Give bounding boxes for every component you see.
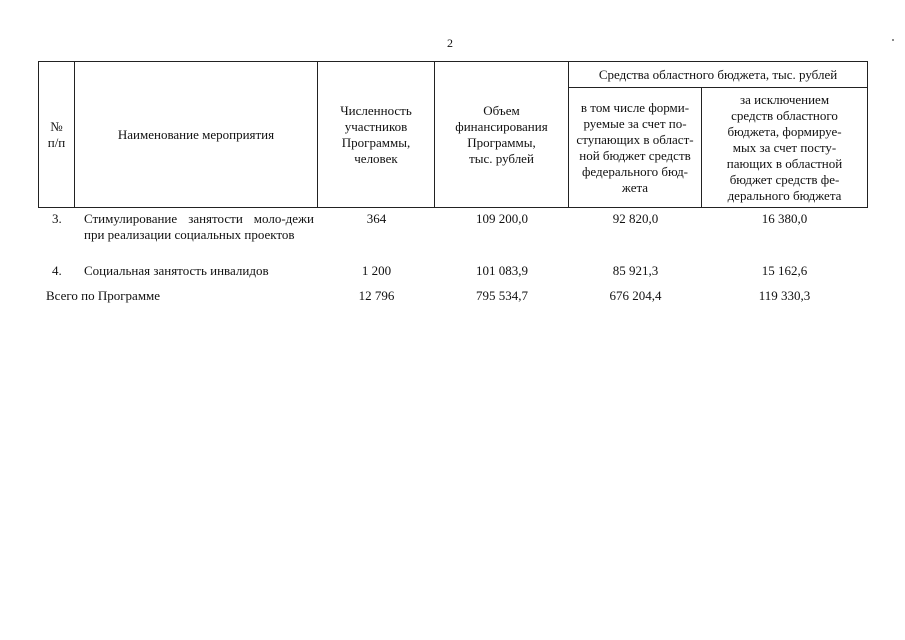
header-including-federal: в том числе форми- руемые за счет по- ступающих в област- ной бюджет средств федерального бюд- жета	[569, 88, 702, 208]
header-excluding-federal: за исключением средств областного бюджета, формируе- мых за счет посту- пающих в областной бюджет средств фе- дерального бюджета	[702, 88, 868, 208]
row-name: Стимулирование занятости моло-дежи при реализации социальных проектов	[84, 211, 314, 242]
total-including-federal: 676 204,4	[609, 288, 662, 303]
program-table-header	[38, 61, 868, 208]
header-participants: Численность участников Программы, человек	[318, 62, 435, 208]
row-excluding-federal: 15 162,6	[761, 263, 808, 278]
row-name: Социальная занятость инвалидов	[84, 263, 269, 278]
row-excluding-federal: 16 380,0	[761, 211, 808, 226]
row-including-federal: 92 820,0	[612, 211, 659, 226]
row-num: 3.	[52, 211, 62, 226]
row-volume: 101 083,9	[476, 263, 528, 278]
row-participants: 1 200	[361, 263, 392, 278]
header-volume: Объем финансирования Программы, тыс. рублей	[435, 62, 569, 208]
page-number: 2	[447, 36, 453, 50]
total-participants: 12 796	[358, 288, 395, 303]
row-participants: 364	[366, 211, 387, 226]
row-including-federal: 85 921,3	[612, 263, 659, 278]
header-num: № п/п	[39, 62, 75, 208]
header-name: Наименование мероприятия	[75, 62, 318, 208]
header-regional-budget: Средства областного бюджета, тыс. рублей	[569, 62, 868, 88]
row-volume: 109 200,0	[476, 211, 528, 226]
scan-speck	[892, 39, 894, 41]
total-label: Всего по Программе	[46, 288, 161, 303]
row-num: 4.	[52, 263, 62, 278]
total-volume: 795 534,7	[476, 288, 528, 303]
total-excluding-federal: 119 330,3	[758, 288, 811, 303]
